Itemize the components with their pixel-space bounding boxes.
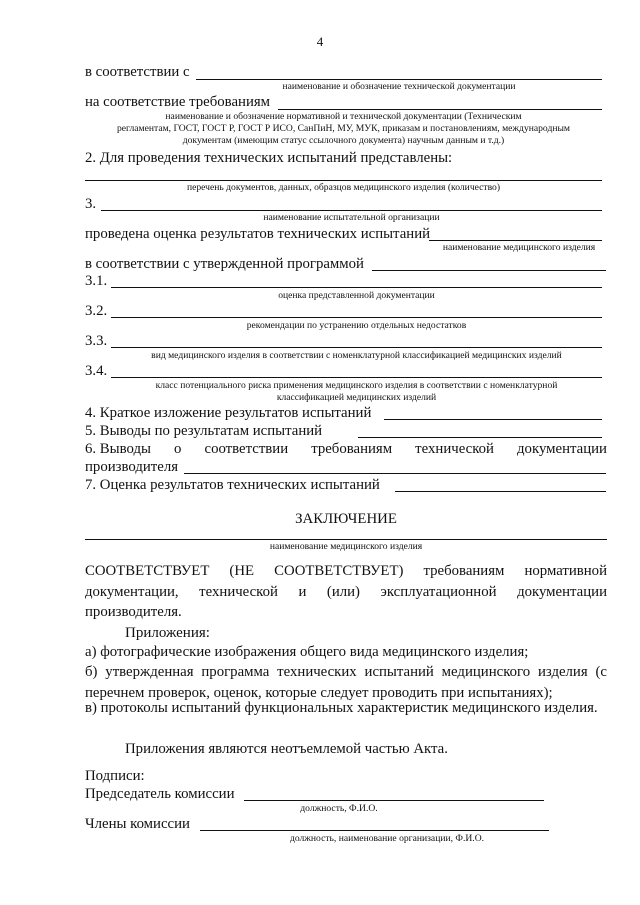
section-heading: ЗАКЛЮЧЕНИЕ	[295, 511, 397, 527]
field-label: 5. Выводы по результатам испытаний	[85, 423, 323, 439]
word: о	[174, 441, 182, 457]
field-caption: наименование испытательной организации	[263, 212, 440, 223]
field-caption: оценка представленной документации	[278, 290, 435, 301]
field-label: 3.3.	[85, 333, 108, 349]
members-signature-line[interactable]	[200, 830, 549, 831]
field-label: 4. Краткое изложение результатов испытаний	[85, 405, 372, 421]
word: технической	[415, 441, 494, 457]
justified-line	[85, 441, 607, 458]
field-caption: должность, Ф.И.О.	[300, 803, 378, 814]
field-caption: наименование и обозначение нормативной и технической документации (Техническим	[165, 111, 522, 122]
field-caption: классификацией медицинских изделий	[276, 392, 437, 403]
appendix-item-b: б) утвержденная программа технических испытаний медицинского изделия (с перечнем проверок, оценок, которые следует проводить при испытаниях);	[85, 664, 607, 701]
word: 6. Выводы	[85, 441, 151, 457]
field-label: 7. Оценка результатов технических испытаний	[85, 477, 380, 493]
members-label: Члены комиссии	[85, 816, 190, 832]
field-label: 3.2.	[85, 303, 108, 319]
field-label: в соответствии с утвержденной программой	[85, 256, 364, 272]
field-caption: вид медицинского изделия в соответствии с номенклатурной классификацией медицинских изделий	[151, 350, 562, 361]
fill-line[interactable]	[429, 240, 602, 241]
signatures-title: Подписи:	[85, 768, 145, 784]
field-label: на соответствие требованиям	[85, 94, 271, 110]
chair-label: Председатель комиссии	[85, 786, 235, 802]
appendix-note: Приложения являются неотъемлемой частью Акта.	[125, 741, 448, 757]
field-caption: рекомендации по устранению отдельных недостатков	[246, 320, 467, 331]
field-label: производителя	[85, 459, 179, 475]
fill-line[interactable]	[395, 491, 606, 492]
field-caption: документам (имеющим статус ссылочного документа) научным данным и т.д.)	[182, 135, 505, 146]
fill-line[interactable]	[196, 79, 602, 80]
field-caption: регламентам, ГОСТ, ГОСТ Р, ГОСТ Р ИСО, СанПиН, МУ, МУК, приказам и постановлениям, международным	[117, 123, 570, 134]
appendix-title: Приложения:	[125, 625, 210, 641]
fill-line[interactable]	[111, 317, 602, 318]
field-caption: наименование медицинского изделия	[442, 242, 596, 253]
appendix-item-c: в) протоколы испытаний функциональных характеристик медицинского изделия.	[85, 700, 598, 716]
appendix-item-a: а) фотографические изображения общего вида медицинского изделия;	[85, 644, 529, 660]
field-label: 3.	[85, 196, 97, 212]
fill-line[interactable]	[278, 109, 602, 110]
fill-line[interactable]	[85, 539, 607, 540]
fill-line[interactable]	[111, 287, 602, 288]
fill-line[interactable]	[384, 419, 602, 420]
fill-line[interactable]	[358, 437, 602, 438]
field-label: в соответствии с	[85, 64, 190, 80]
field-caption: перечень документов, данных, образцов медицинского изделия (количество)	[186, 182, 501, 193]
field-caption: наименование и обозначение технической документации	[282, 81, 516, 92]
fill-line[interactable]	[111, 347, 602, 348]
field-label: 2. Для проведения технических испытаний представлены:	[85, 150, 453, 166]
fill-line[interactable]	[111, 377, 602, 378]
page-number: 4	[316, 34, 324, 49]
field-caption: наименование медицинского изделия	[269, 541, 423, 552]
word: документации	[517, 441, 607, 457]
fill-line[interactable]	[85, 180, 602, 181]
conclusion-text: СООТВЕТСТВУЕТ (НЕ СООТВЕТСТВУЕТ) требованиям нормативной документации, технической и (или) эксплуатационной документации производителя.	[85, 563, 607, 620]
field-label: проведена оценка результатов технических испытаний	[85, 226, 431, 242]
fill-line[interactable]	[101, 210, 602, 211]
fill-line[interactable]	[372, 270, 606, 271]
field-label: 3.4.	[85, 363, 108, 379]
word: соответствии	[204, 441, 289, 457]
field-caption: должность, наименование организации, Ф.И.О.	[289, 833, 485, 844]
fill-line[interactable]	[184, 473, 606, 474]
field-caption: класс потенциального риска применения медицинского изделия в соответствии с номенклатурной	[155, 380, 558, 391]
word: требованиям	[311, 441, 393, 457]
chair-signature-line[interactable]	[244, 800, 544, 801]
field-label: 3.1.	[85, 273, 108, 289]
